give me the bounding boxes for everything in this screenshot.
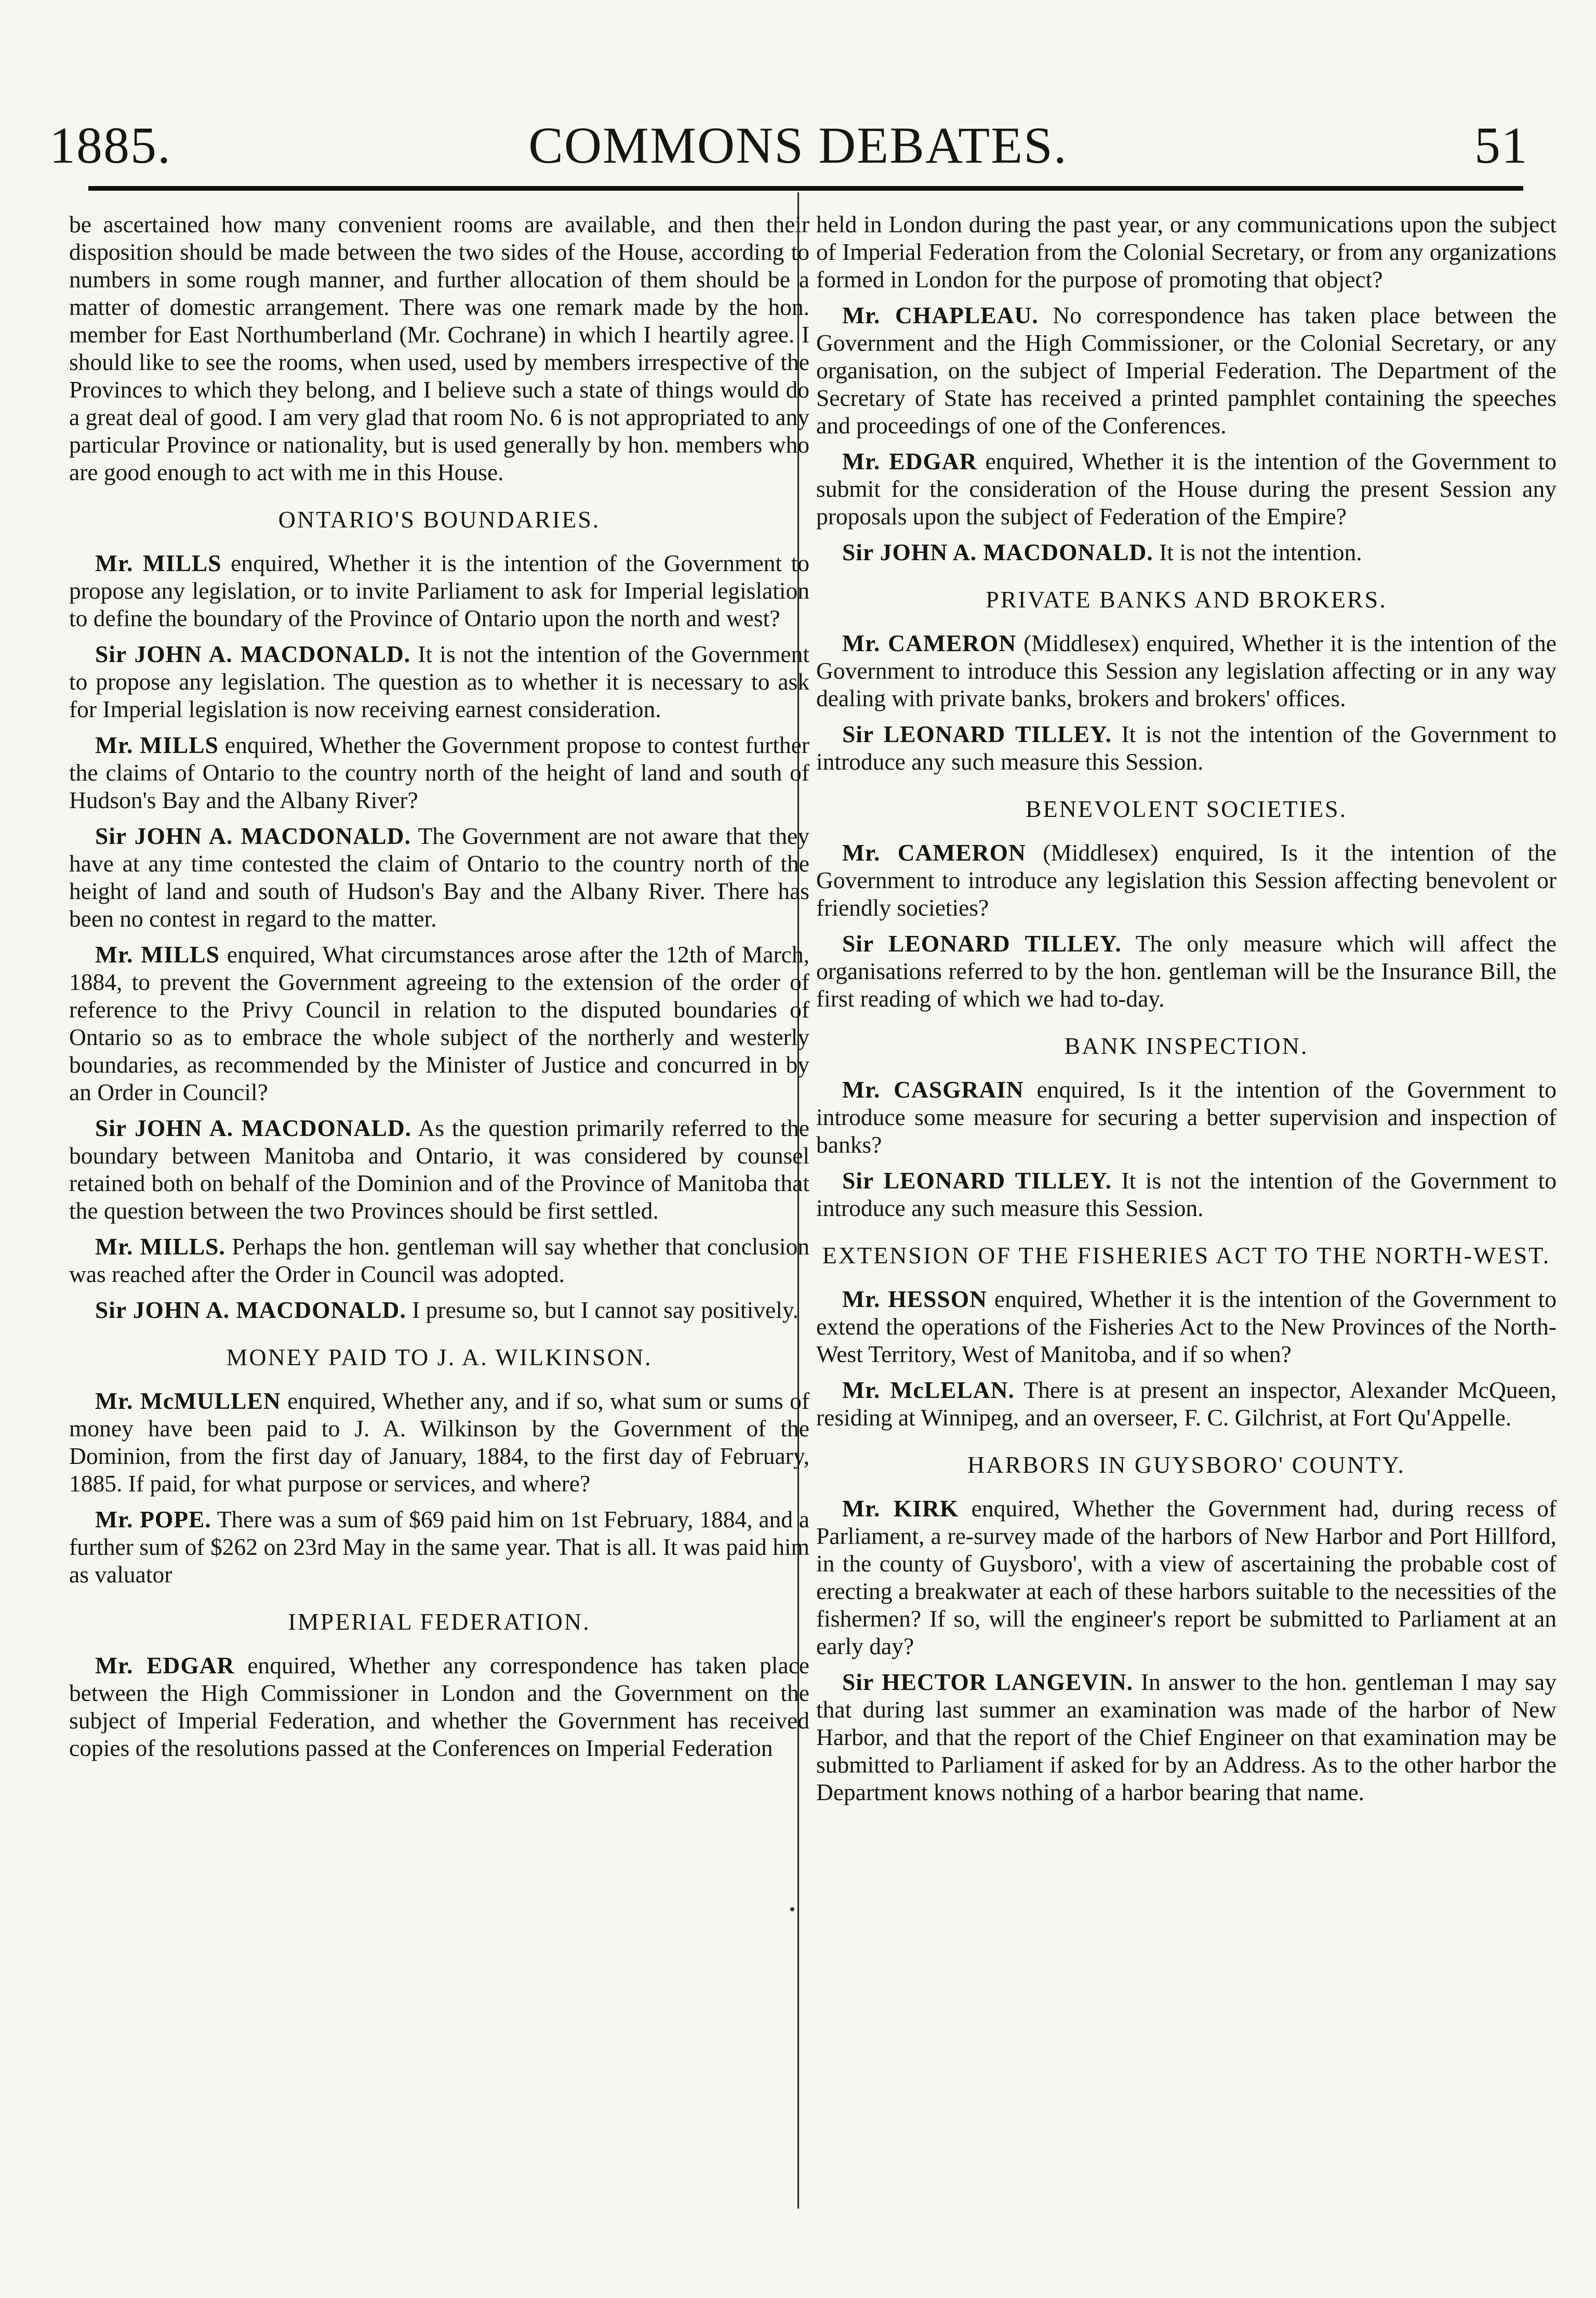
speaker-name: Mr. CASGRAIN	[842, 1076, 1024, 1103]
speaker-name: Mr. MILLS.	[95, 1233, 225, 1260]
paragraph-text: The only measure which will affect the organisations referred to by the hon. gentleman will be the Insurance Bill, the first reading of which we had to-day.	[816, 930, 1557, 1012]
paragraph	[69, 210, 809, 486]
paragraph-text: It is not the intention of the Government to propose any legislation. The question as to whether it is necessary to ask for Imperial legislation is now receiving earnest consideration.	[69, 641, 809, 722]
paragraph-text: It is not the intention.	[1153, 539, 1362, 565]
speaker-name: Mr. McMULLEN	[95, 1388, 281, 1414]
header-rule	[88, 186, 1523, 191]
print-speck	[790, 1907, 794, 1911]
paragraph-text: It is not the intention of the Government to introduce any such measure this Session.	[816, 1167, 1557, 1221]
paragraph	[816, 1076, 1557, 1158]
paragraph-text: It is not the intention of the Government to introduce any such measure this Session.	[816, 721, 1557, 775]
left-column	[69, 210, 809, 1770]
speaker-name: Sir JOHN A. MACDONALD.	[95, 823, 411, 849]
speaker-name: Mr. POPE.	[95, 1506, 211, 1533]
paragraph	[816, 301, 1557, 439]
paragraph	[816, 1495, 1557, 1660]
speaker-name: Mr. MILLS	[95, 941, 220, 968]
speaker-name: Sir JOHN A. MACDONALD.	[95, 1297, 406, 1323]
paragraph-text: (Middlesex) enquired, Is it the intention of the Government to introduce any legislation this Session affecting benevolent or friendly societies?	[816, 839, 1557, 921]
paragraph-text: enquired, Whether it is the intention of the Government to submit for the consideration of the House during the present Session any proposals upon the subject of Federation of the Empire?	[816, 448, 1557, 530]
paragraph-text: held in London during the past year, or any communications upon the subject of Imperial Federation from the Colonial Secretary, or from any organizations formed in London for the purpose of promoting that object?	[816, 211, 1557, 293]
section-heading: IMPERIAL FEDERATION.	[288, 1608, 591, 1635]
paragraph-text: There was a sum of $69 paid him on 1st February, 1884, and a further sum of $262 on 23rd May in the same year. That is all. It was paid him as valuator	[69, 1506, 809, 1588]
speaker-name: Mr. KIRK	[842, 1495, 959, 1522]
section-heading: ONTARIO'S BOUNDARIES.	[278, 506, 601, 533]
paragraph-text: enquired, Whether it is the intention of the Government to propose any legislation, or to invite Parliament to ask for Imperial legislation to define the boundary of the Province of Ontario upon the north and west?	[69, 550, 810, 631]
section-heading: BANK INSPECTION.	[1064, 1033, 1309, 1059]
paragraph	[816, 1376, 1557, 1431]
paragraph-text: enquired, Whether any, and if so, what sum or sums of money have been paid to J. A. Wilkinson by the Government of the Dominion, from the first day of January, 1884, to the first day of February, 1885. If paid, for what purpose or services, and where?	[69, 1388, 810, 1497]
section-heading: BENEVOLENT SOCIETIES.	[1025, 796, 1348, 822]
paragraph	[69, 640, 809, 723]
section-heading: MONEY PAID TO J. A. WILKINSON.	[226, 1344, 653, 1370]
speaker-name: Sir JOHN A. MACDONALD.	[842, 539, 1153, 565]
paragraph	[816, 839, 1557, 921]
speaker-name: Sir LEONARD TILLEY.	[842, 1167, 1112, 1194]
header-title: COMMONS DEBATES.	[528, 116, 1068, 174]
speaker-name: Mr. EDGAR	[95, 1652, 235, 1679]
paragraph-text: In answer to the hon. gentleman I may say that during last summer an examination was made of the harbor of New Harbor, and that the report of the Chief Engineer on that examination may be submitted to Parliament if asked for by an Address. As to the other harbor the Department knows nothing of a harbor bearing that name.	[816, 1669, 1557, 1805]
paragraph-text: The Government are not aware that they have at any time contested the claim of Ontario to the country north of the height of land and south of Hudson's Bay and the Albany River. There has been no contest in regard to the matter.	[69, 823, 809, 932]
paragraph	[816, 447, 1557, 530]
right-column	[816, 210, 1557, 1814]
paragraph-text: As the question primarily referred to the boundary between Manitoba and Ontario, it was considered by counsel retained both on behalf of the Dominion and of the Province of Manitoba that the question between the two Provinces should be first settled.	[69, 1115, 809, 1224]
speaker-name: Mr. CAMERON	[842, 630, 1017, 656]
paragraph	[69, 549, 809, 632]
paragraph	[69, 1296, 809, 1324]
section-heading: EXTENSION OF THE FISHERIES ACT TO THE NORTH-WEST.	[822, 1242, 1551, 1269]
paragraph	[816, 538, 1557, 566]
paragraph	[816, 629, 1557, 712]
paragraph	[69, 1114, 809, 1224]
paragraph-text: enquired, What circumstances arose after the 12th of March, 1884, to prevent the Government agreeing to the extension of the order of reference to the Privy Council in relation to the disputed boundaries of Ontario so as to embrace the whole subject of the northerly and westerly boundaries, as recommended by the Minister of Justice and concurred in by an Order in Council?	[69, 941, 809, 1105]
paragraph	[69, 1387, 809, 1497]
paragraph	[816, 210, 1557, 293]
speaker-name: Mr. EDGAR	[842, 448, 977, 474]
paragraph-text: Perhaps the hon. gentleman will say whether that conclusion was reached after the Order in Council was adopted.	[69, 1233, 810, 1287]
speaker-name: Mr. CAMERON	[842, 839, 1026, 866]
page-number: 51	[1474, 116, 1528, 174]
paragraph-text: be ascertained how many convenient rooms are available, and then their disposition should be made between the two sides of the House, according to numbers in some rough manner, and further allocation of them should be a matter of domestic arrangement. There was one remark made by the hon. member for East Northumberland (Mr. Cochrane) in which I heartily agree. I should like to see the rooms, when used, used by members irrespective of the Provinces to which they belong, and I believe such a state of things would do a great deal of good. I am very glad that room No. 6 is not appropriated to any particular Province or nationality, but is used generally by hon. members who are good enough to act with me in this House.	[69, 211, 809, 485]
speaker-name: Mr. HESSON	[842, 1286, 987, 1312]
paragraph-text: enquired, Is it the intention of the Government to introduce some measure for securing a better supervision and inspection of banks?	[816, 1076, 1557, 1158]
section-heading: HARBORS IN GUYSBORO' COUNTY.	[967, 1451, 1405, 1478]
paragraph-text: enquired, Whether it is the intention of the Government to extend the operations of the Fisheries Act to the New Provinces of the North-West Territory, West of Manitoba, and if so when?	[816, 1286, 1557, 1367]
paragraph	[69, 1233, 809, 1288]
paragraph	[816, 1285, 1557, 1368]
paragraph	[816, 720, 1557, 775]
speaker-name: Mr. CHAPLEAU.	[842, 302, 1039, 328]
paragraph-text: enquired, Whether the Government propose to contest further the claims of Ontario to the country north of the height of land and south of Hudson's Bay and the Albany River?	[69, 732, 809, 813]
speaker-name: Mr. McLELAN.	[842, 1377, 1015, 1403]
paragraph-text: No correspondence has taken place between the Government and the High Commissioner, or the Colonial Secretary, or any organisation, on the subject of Imperial Federation. The Department of the Secretary of State has received a printed pamphlet containing the speeches and proceedings of one of the Conferences.	[816, 302, 1557, 439]
header-year: 1885.	[49, 116, 171, 174]
speaker-name: Sir JOHN A. MACDONALD.	[95, 1115, 412, 1141]
paragraph	[69, 941, 809, 1106]
paragraph	[69, 731, 809, 814]
speaker-name: Sir LEONARD TILLEY.	[842, 721, 1112, 747]
paragraph	[816, 930, 1557, 1012]
speaker-name: Mr. MILLS	[95, 550, 222, 576]
paragraph-text: (Middlesex) enquired, Whether it is the intention of the Government to introduce this Session any legislation affecting or in any way dealing with private banks, brokers and brokers' offices.	[816, 630, 1557, 711]
speaker-name: Sir JOHN A. MACDONALD.	[95, 641, 411, 667]
paragraph	[816, 1668, 1557, 1806]
paragraph-text: enquired, Whether any correspondence has taken place between the High Commissioner in London and the Government on the subject of Imperial Federation, and whether the Government has received copies of the resolutions passed at the Conferences on Imperial Federation	[69, 1652, 809, 1761]
paragraph-text: enquired, Whether the Government had, during recess of Parliament, a re-survey made of the harbors of New Harbor and Port Hillford, in the county of Guysboro', with a view of ascertaining the probable cost of erecting a breakwater at each of these harbors suitable to the necessities of the fishermen? If so, will the engineer's report be submitted to Parliament at an early day?	[816, 1495, 1557, 1659]
speaker-name: Sir HECTOR LANGEVIN.	[842, 1669, 1134, 1695]
paragraph	[816, 1167, 1557, 1222]
paragraph	[69, 1505, 809, 1588]
paragraph	[69, 1652, 809, 1762]
paragraph-text: I presume so, but I cannot say positively.	[406, 1297, 799, 1323]
speaker-name: Sir LEONARD TILLEY.	[842, 930, 1122, 957]
paragraph	[69, 822, 809, 932]
section-heading: PRIVATE BANKS AND BROKERS.	[986, 586, 1387, 613]
speaker-name: Mr. MILLS	[95, 732, 219, 758]
paragraph-text: There is at present an inspector, Alexander McQueen, residing at Winnipeg, and an overseer, F. C. Gilchrist, at Fort Qu'Appelle.	[816, 1377, 1557, 1431]
